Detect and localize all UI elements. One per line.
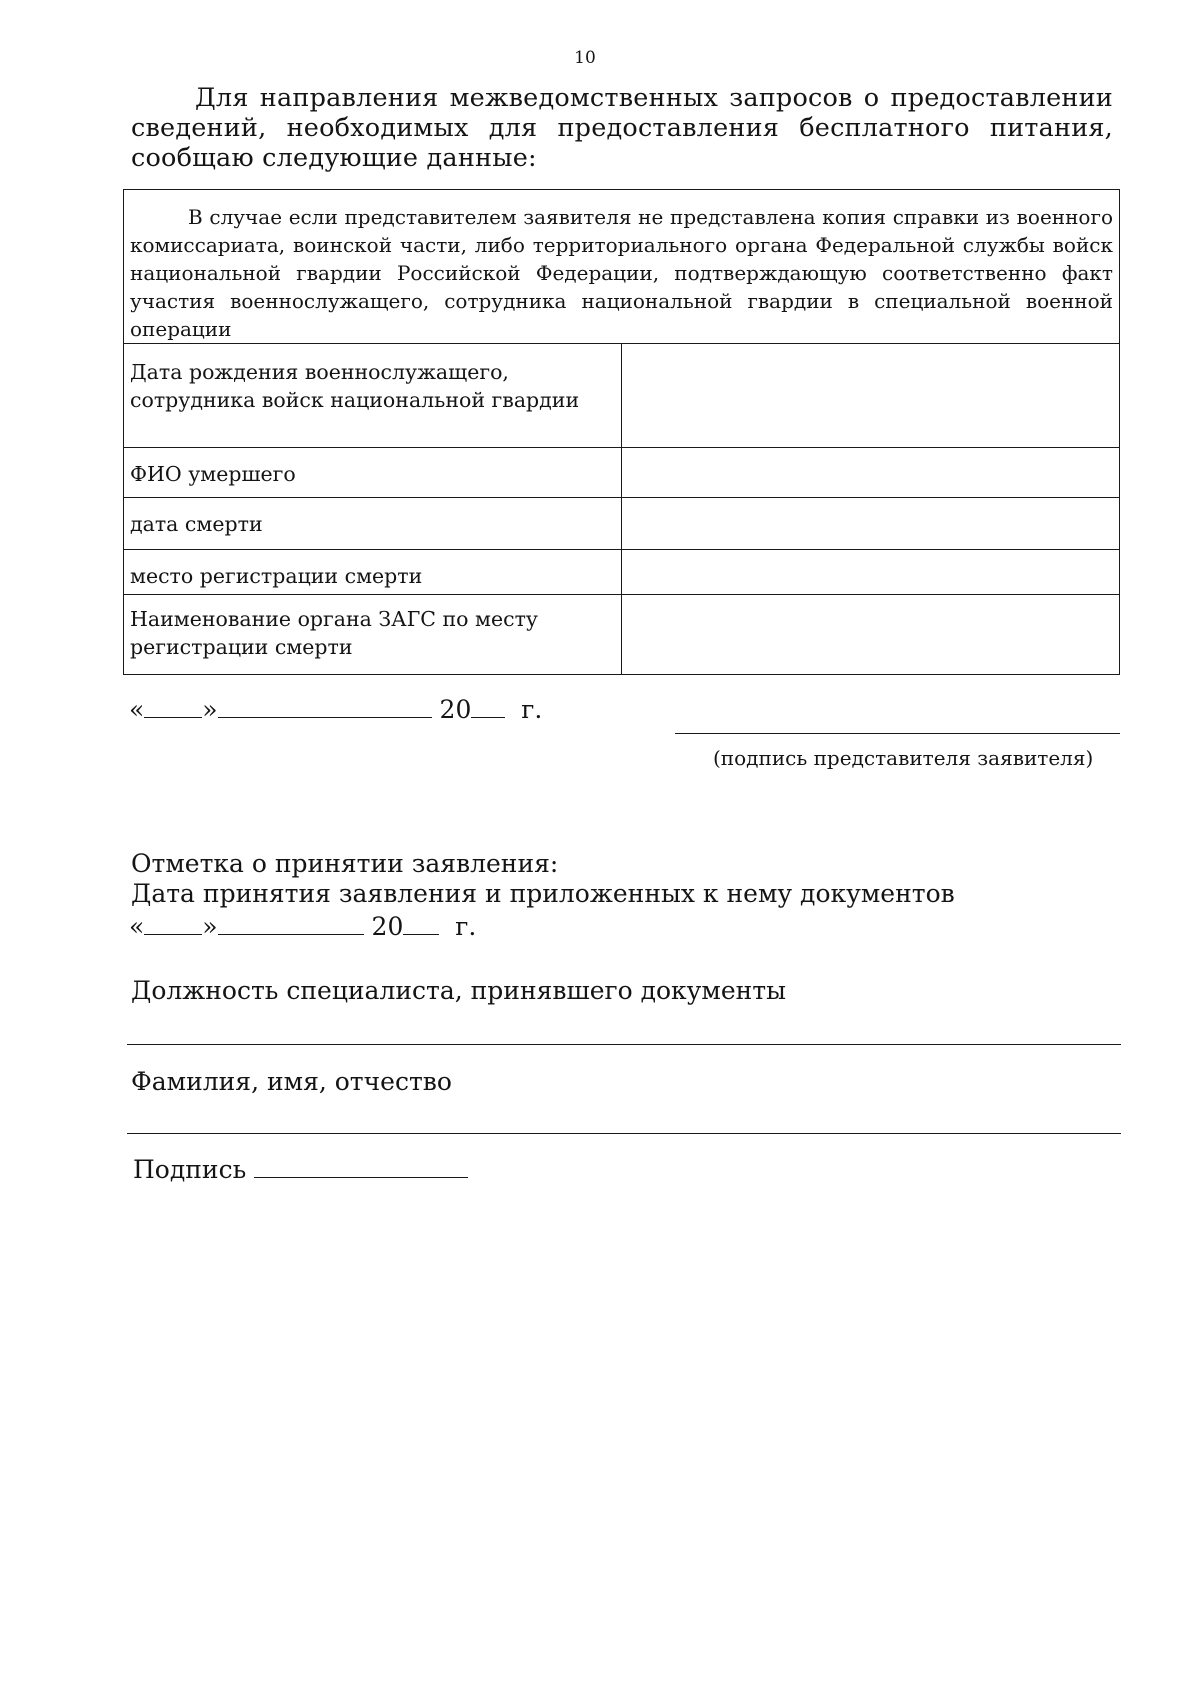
signature-label-row [133, 1155, 468, 1184]
data-table [123, 189, 1120, 675]
close-quote: » [202, 695, 218, 724]
acceptance-date-label: Дата принятия заявления и приложенных к нему документов [131, 879, 955, 908]
signature-blank[interactable] [254, 1155, 468, 1178]
acceptance-heading: Отметка о принятии заявления: [131, 849, 559, 878]
year-prefix: 20 [371, 912, 404, 941]
row-label: Наименование органа ЗАГС по месту регистрации смерти [124, 595, 622, 675]
death-registration-place-field[interactable] [622, 550, 1120, 595]
position-label: Должность специалиста, принявшего документы [131, 976, 787, 1005]
year-suffix: г. [521, 695, 543, 724]
page-number: 10 [574, 48, 596, 68]
year-blank[interactable] [471, 695, 505, 718]
acceptance-date-line [129, 912, 476, 941]
deceased-name-field[interactable] [622, 448, 1120, 498]
month-blank[interactable] [218, 695, 432, 718]
close-quote: » [202, 912, 218, 941]
birth-date-field[interactable] [622, 344, 1120, 448]
table-row [124, 344, 1120, 448]
position-line[interactable] [127, 1044, 1121, 1045]
death-date-field[interactable] [622, 498, 1120, 550]
full-name-label: Фамилия, имя, отчество [131, 1067, 452, 1096]
applicant-signature-line[interactable] [675, 733, 1120, 734]
table-row [124, 550, 1120, 595]
open-quote: « [129, 695, 145, 724]
table-notice-row [124, 190, 1120, 344]
full-name-line[interactable] [127, 1133, 1121, 1134]
row-label: ФИО умершего [124, 448, 622, 498]
intro-paragraph: Для направления межведомственных запросов о предоставлении сведений, необходимых для предоставления бесплатного питания, сообщаю следующие данные: [131, 83, 1113, 173]
registry-office-field[interactable] [622, 595, 1120, 675]
applicant-date-line [129, 695, 542, 724]
year-suffix: г. [455, 912, 477, 941]
table-row [124, 498, 1120, 550]
year-prefix: 20 [439, 695, 472, 724]
year-blank[interactable] [403, 912, 439, 935]
table-row [124, 595, 1120, 675]
open-quote: « [129, 912, 145, 941]
applicant-signature-caption: (подпись представителя заявителя) [713, 746, 1094, 770]
row-label: место регистрации смерти [124, 550, 622, 595]
table-row [124, 448, 1120, 498]
row-label: дата смерти [124, 498, 622, 550]
day-blank[interactable] [144, 695, 202, 718]
notice-cell [124, 190, 1120, 344]
day-blank[interactable] [144, 912, 202, 935]
month-blank[interactable] [218, 912, 364, 935]
notice-text: В случае если представителем заявителя не представлена копия справки из военного комиссариата, воинской части, либо территориального органа Федеральной службы войск национальной гвардии Российской Федерации, подтверждающую соответственно факт участия военнослужащего, сотрудника национальной гвардии в специальной военной операции [130, 205, 1113, 341]
signature-label: Подпись [133, 1155, 247, 1184]
row-label: Дата рождения военнослужащего, сотрудника войск национальной гвардии [124, 344, 622, 448]
